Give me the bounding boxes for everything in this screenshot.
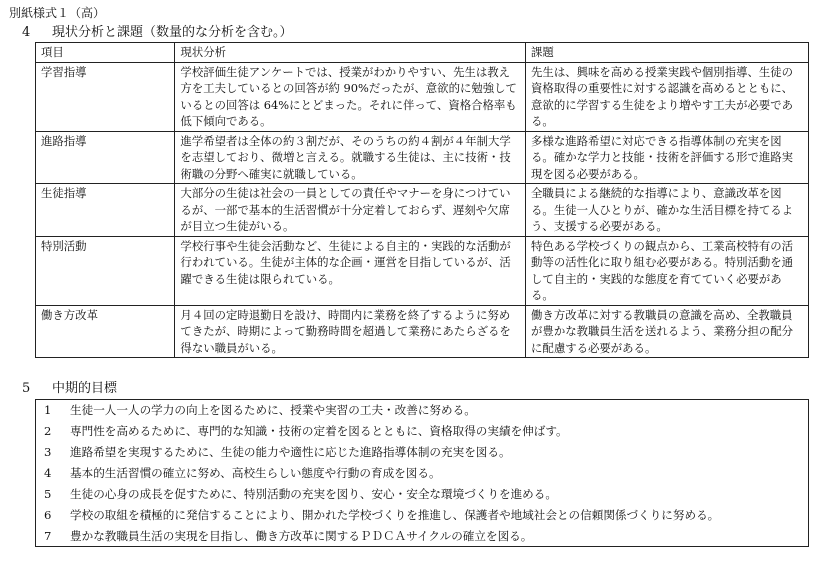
- goal-number: 1: [44, 403, 52, 417]
- row-issue: 特色ある学校づくりの観点から、工業高校特有の活動等の活性化に取り組む必要がある。特別活動を通して自主的・実践的な態度を育てていく必要がある。: [526, 236, 809, 305]
- goal-item: [44, 484, 557, 505]
- goal-item: [44, 505, 719, 526]
- row-issue: 働き方改革に対する教職員の意識を高め、全教職員が豊かな教職員生活を送れるよう、業務分担の配分に配慮する必要がある。: [526, 305, 809, 358]
- row-current: 月４回の定時退勤日を設け、時間内に業務を終了するように努めてきたが、時期によって勤務時間を超過して業務にあたらざるを得ない職員がいる。: [175, 305, 526, 358]
- goal-number: 4: [44, 466, 52, 480]
- goal-text: 生徒の心身の成長を促すために、特別活動の充実を図り、安心・安全な環境づくりを進める。: [70, 487, 557, 501]
- col-header-issue: 課題: [526, 43, 809, 63]
- row-item: 特別活動: [36, 236, 175, 305]
- row-current: 学校行事や生徒会活動など、生徒による自主的・実践的な活動が行われている。生徒が主体的な企画・運営を目指しているが、活躍できる生徒は限られている。: [175, 236, 526, 305]
- section4-number: 4: [22, 25, 31, 40]
- goal-number: 3: [44, 445, 52, 459]
- section4-title: 現状分析と課題（数量的な分析を含む。）: [52, 25, 293, 40]
- goal-item: [44, 442, 511, 463]
- goal-item: [44, 400, 476, 421]
- goal-text: 学校の取組を積極的に発信することにより、開かれた学校づくりを推進し、保護者や地域社会との信頼関係づくりに努める。: [70, 508, 720, 522]
- goal-item: [44, 421, 568, 442]
- goal-item: [44, 463, 441, 484]
- table-row: [36, 62, 809, 131]
- goal-text: 基本的生活習慣の確立に努め、高校生らしい態度や行動の育成を図る。: [70, 466, 441, 480]
- row-item: 学習指導: [36, 62, 175, 131]
- table-header-row: [36, 43, 809, 63]
- goal-number: 2: [44, 424, 52, 438]
- row-current: 進学希望者は全体の約３割だが、そのうちの約４割が４年制大学を志望しており、微増と言える。就職する生徒は、主に技術・技術職の分野へ確実に就職している。: [175, 131, 526, 184]
- section5-title: 中期的目標: [52, 381, 118, 396]
- goal-number: 7: [44, 529, 52, 543]
- row-issue: 先生は、興味を高める授業実践や個別指導、生徒の資格取得の重要性に対する認識を高めるとともに、意欲的に学習する生徒をより増やす工夫が必要である。: [526, 62, 809, 131]
- goals-box: [35, 399, 809, 547]
- col-header-item: 項目: [36, 43, 175, 63]
- row-current: 学校評価生徒アンケートでは、授業がわかりやすい、先生は教え方を工夫しているとの回答が約 90%だったが、意欲的に勉強しているとの回答は 64%にとどまった。それに伴って、資格合格率も低下傾向である。: [175, 62, 526, 131]
- goal-text: 生徒一人一人の学力の向上を図るために、授業や実習の工夫・改善に努める。: [70, 403, 476, 417]
- row-item: 生徒指導: [36, 184, 175, 237]
- goal-text: 進路希望を実現するために、生徒の能力や適性に応じた進路指導体制の充実を図る。: [70, 445, 511, 459]
- table-row: [36, 184, 809, 237]
- section5-heading: [22, 377, 117, 396]
- goal-item: [44, 526, 532, 547]
- goal-text: 豊かな教職員生活の実現を目指し、働き方改革に関するＰＤＣＡサイクルの確立を図る。: [70, 529, 533, 543]
- goal-text: 専門性を高めるために、専門的な知識・技術の定着を図るとともに、資格取得の実績を伸ばす。: [70, 424, 568, 438]
- goal-number: 6: [44, 508, 52, 522]
- section5-number: 5: [22, 381, 31, 396]
- table-row: [36, 236, 809, 305]
- table-row: [36, 131, 809, 184]
- col-header-current: 現状分析: [175, 43, 526, 63]
- form-header: 別紙様式１（高）: [9, 6, 106, 20]
- table-row: [36, 305, 809, 358]
- row-item: 進路指導: [36, 131, 175, 184]
- row-current: 大部分の生徒は社会の一員としての責任やマナーを身につけているが、一部で基本的生活習慣が十分定着しておらず、遅刻や欠席が目立つ生徒がいる。: [175, 184, 526, 237]
- analysis-table: [35, 42, 809, 358]
- goal-number: 5: [44, 487, 52, 501]
- row-issue: 多様な進路希望に対応できる指導体制の充実を図る。確かな学力と技能・技術を評価する形で進路実現を図る必要がある。: [526, 131, 809, 184]
- row-item: 働き方改革: [36, 305, 175, 358]
- row-issue: 全職員による継続的な指導により、意識改革を図る。生徒一人ひとりが、確かな生活目標を持てるよう、支援する必要がある。: [526, 184, 809, 237]
- section4-heading: [22, 21, 293, 40]
